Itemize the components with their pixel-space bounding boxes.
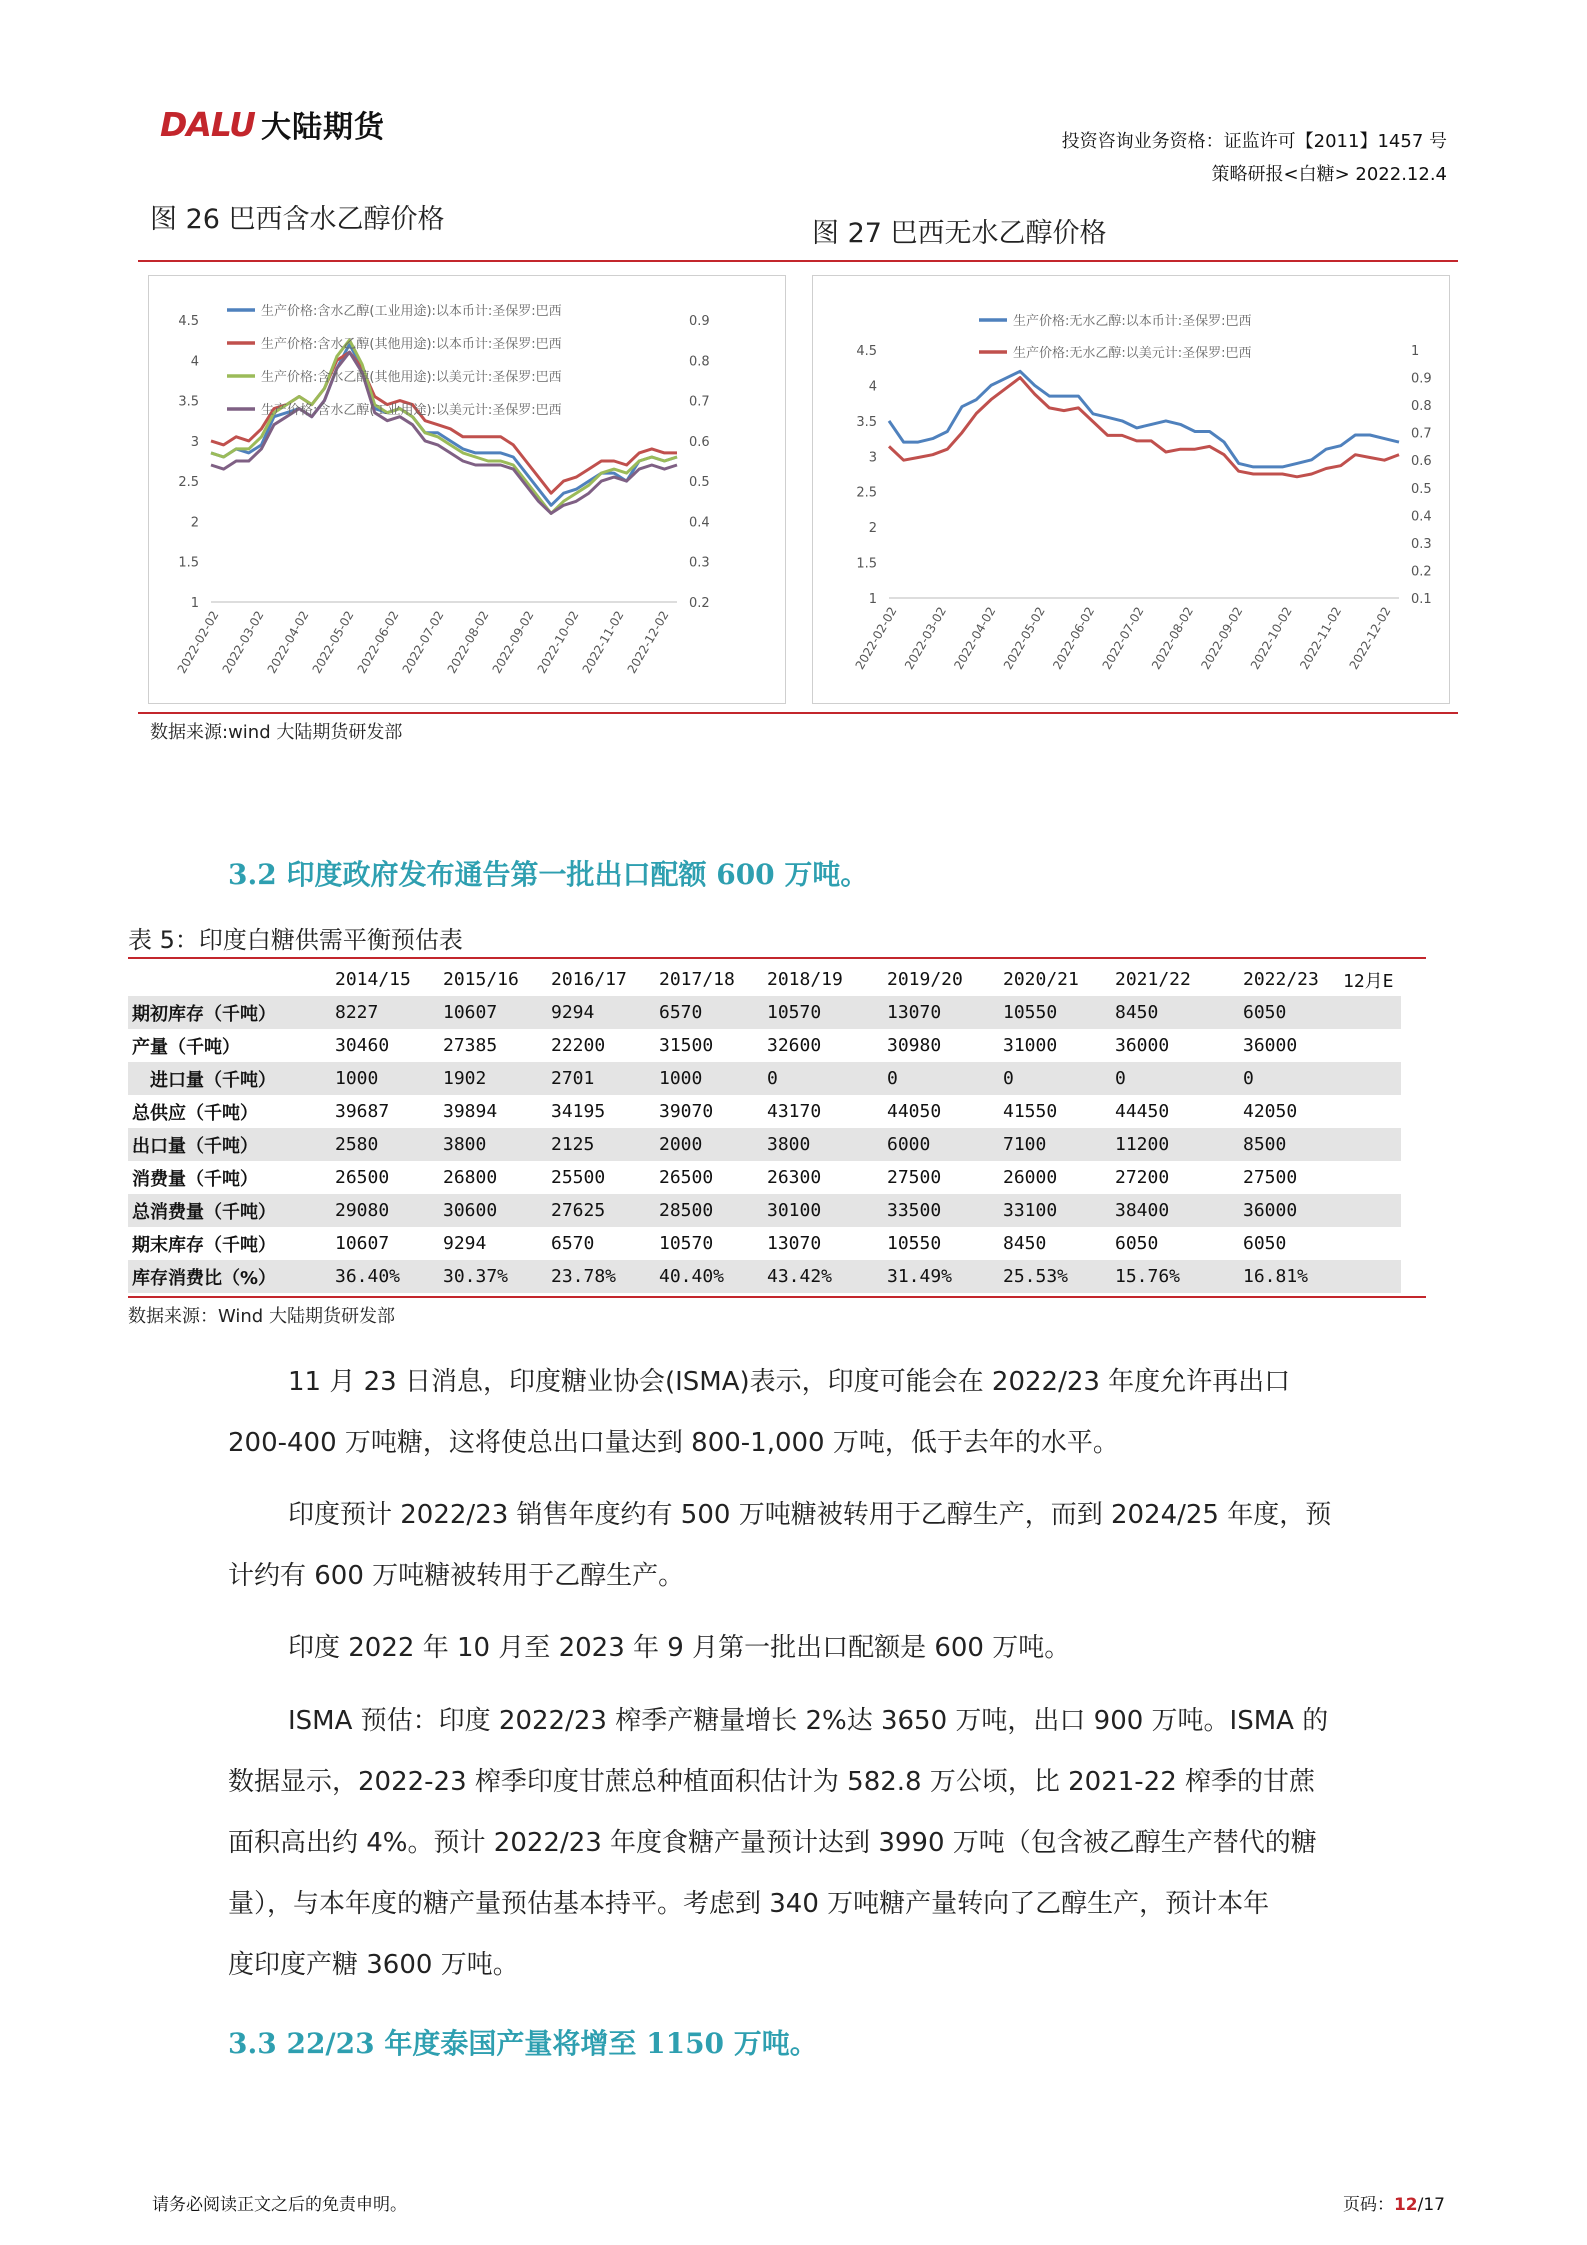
row-label: 消费量（千吨） (132, 1168, 258, 1190)
col-header: 2019/20 (887, 969, 963, 990)
figure26-svg (149, 276, 785, 703)
table-cell: 6050 (1243, 996, 1343, 1029)
y-tick-label: 1 (868, 592, 877, 607)
table-cell-blank (1343, 1128, 1401, 1161)
y2-tick-label: 0.6 (1411, 454, 1432, 470)
table-cell: 0 (887, 1062, 1003, 1095)
table-cell: 26000 (1003, 1167, 1058, 1188)
series-line (889, 371, 1399, 467)
table-cell: 6050 (1243, 1233, 1287, 1254)
y2-tick-label: 0.2 (689, 596, 710, 611)
table-cell: 8500 (1243, 1128, 1343, 1161)
y2-tick-label: 0.7 (689, 394, 710, 410)
legend-label: 生产价格:含水乙醇(其他用途):以美元计:圣保罗:巴西 (261, 370, 562, 385)
table-cell: 2580 (335, 1128, 443, 1161)
table-cell: 30.37% (443, 1260, 551, 1293)
x-tick-label: 2022-10-02 (534, 608, 582, 676)
y2-tick-label: 0.3 (689, 555, 710, 571)
table-cell: 43170 (767, 1101, 822, 1122)
figures-source: 数据来源:wind 大陆期货研发部 (150, 722, 403, 743)
table-cell: 25500 (551, 1167, 606, 1188)
table5-source: 数据来源：Wind 大陆期货研发部 (128, 1306, 395, 1327)
table-cell: 36.40% (335, 1260, 443, 1293)
table-row (128, 1095, 1401, 1128)
figure27-title: 图 27 巴西无水乙醇价格 (812, 218, 1107, 249)
table-cell: 31.49% (887, 1260, 1003, 1293)
table-cell: 10550 (887, 1233, 942, 1254)
table-cell: 31500 (659, 1035, 714, 1056)
table-cell: 32600 (767, 1035, 822, 1056)
x-tick-label: 2022-06-02 (1050, 604, 1098, 672)
y-tick-label: 4.5 (178, 314, 199, 329)
table-cell: 43.42% (767, 1260, 887, 1293)
paragraph-1-line-1: 11 月 23 日消息，印度糖业协会(ISMA)表示，印度可能会在 2022/23 年度允许再出口 (288, 1367, 1291, 1397)
table-cell: 7100 (1003, 1128, 1115, 1161)
paragraph-2-line-1: 印度预计 2022/23 销售年度约有 500 万吨糖被转用于乙醇生产，而到 2024/25 年度，预 (288, 1500, 1332, 1530)
figure-bottom-rule (138, 712, 1458, 714)
table-cell: 11200 (1115, 1128, 1243, 1161)
row-label: 产量（千吨） (132, 1036, 240, 1058)
table-cell: 27385 (443, 1035, 498, 1056)
legend-label: 生产价格:无水乙醇:以美元计:圣保罗:巴西 (1013, 346, 1252, 361)
y-tick-label: 2.5 (856, 485, 877, 501)
table-row (128, 1029, 1401, 1062)
row-label: 库存消费比（%） (128, 1260, 335, 1293)
table-cell: 27500 (1243, 1167, 1298, 1188)
table-row (128, 996, 1401, 1029)
page-label: 页码： (1342, 2195, 1394, 2215)
col-header: 2017/18 (659, 969, 735, 990)
table5 (128, 963, 1401, 1293)
logo-mark: DALU (160, 104, 255, 144)
table-cell: 22200 (551, 1035, 606, 1056)
table-cell: 29080 (335, 1194, 443, 1227)
paragraph-2-line-2: 计约有 600 万吨糖被转用于乙醇生产。 (228, 1561, 685, 1591)
y2-tick-label: 0.5 (689, 475, 710, 491)
x-tick-label: 2022-07-02 (1099, 604, 1147, 672)
table-cell: 30980 (887, 1035, 942, 1056)
figure26-chart (148, 275, 786, 704)
table-row (128, 1128, 1401, 1161)
x-tick-label: 2022-07-02 (399, 608, 447, 676)
table-cell: 10607 (335, 1233, 390, 1254)
paragraph-4-line-4: 量），与本年度的糖产量预估基本持平。考虑到 340 万吨糖产量转向了乙醇生产，预计本年 (228, 1889, 1270, 1919)
table-cell: 36000 (1243, 1035, 1298, 1056)
table-top-rule (128, 957, 1426, 959)
row-label: 出口量（千吨） (128, 1128, 335, 1161)
table-cell: 2701 (551, 1062, 659, 1095)
table-cell-blank (1343, 1227, 1401, 1260)
y2-tick-label: 0.9 (1411, 371, 1432, 387)
legend-label: 生产价格:含水乙醇(工业用途):以美元计:圣保罗:巴西 (261, 403, 562, 418)
table-cell-blank (1343, 1029, 1401, 1062)
y-tick-label: 1.5 (178, 555, 199, 571)
page-current: 12 (1393, 2195, 1418, 2215)
table-cell: 34195 (551, 1101, 606, 1122)
table-bottom-rule (128, 1296, 1426, 1298)
table-cell-blank (1343, 1161, 1401, 1194)
x-tick-label: 2022-11-02 (579, 608, 627, 676)
table-cell: 1000 (659, 1062, 767, 1095)
y2-tick-label: 0.8 (689, 354, 710, 370)
table-row (128, 1194, 1401, 1227)
figure26-title: 图 26 巴西含水乙醇价格 (150, 204, 445, 235)
page-total: /17 (1417, 2195, 1445, 2215)
table-cell: 39687 (335, 1101, 390, 1122)
table-cell: 3800 (443, 1128, 551, 1161)
table-cell: 10550 (1003, 996, 1115, 1029)
table-cell: 26300 (767, 1167, 822, 1188)
table-header-blank (128, 963, 335, 996)
y2-tick-label: 0.8 (1411, 399, 1432, 415)
report-type-text: 策略研报<白糖> 2022.12.4 (1211, 164, 1447, 185)
x-tick-label: 2022-12-02 (624, 608, 672, 676)
col-header: 2021/22 (1115, 969, 1191, 990)
table-cell: 8227 (335, 996, 443, 1029)
table-cell: 6000 (887, 1128, 1003, 1161)
y2-tick-label: 0.4 (689, 515, 710, 531)
table-cell: 0 (1115, 1062, 1243, 1095)
x-tick-label: 2022-02-02 (852, 604, 900, 672)
supply-demand-table (128, 963, 1401, 1293)
table-cell: 6570 (659, 996, 767, 1029)
col-header: 2020/21 (1003, 969, 1079, 990)
table-cell: 9294 (443, 1233, 487, 1254)
table-cell: 33500 (887, 1194, 1003, 1227)
series-line (211, 344, 677, 505)
y-tick-label: 3 (868, 450, 877, 466)
paragraph-4-line-3: 面积高出约 4%。预计 2022/23 年度食糖产量预计达到 3990 万吨（包含被乙醇生产替代的糖 (228, 1828, 1317, 1858)
col-header: 2016/17 (551, 969, 627, 990)
col-header: 2014/15 (335, 969, 411, 990)
x-tick-label: 2022-04-02 (264, 608, 312, 676)
x-tick-label: 2022-05-02 (1000, 604, 1048, 672)
paragraph-4-line-2: 数据显示，2022-23 榨季印度甘蔗总种植面积估计为 582.8 万公顷，比 2021-22 榨季的甘蔗 (228, 1767, 1316, 1797)
footer-disclaimer: 请务必阅读正文之后的免责申明。 (152, 2195, 407, 2215)
table-cell: 2000 (659, 1128, 767, 1161)
y-tick-label: 2.5 (178, 475, 199, 491)
table-cell: 6570 (551, 1233, 595, 1254)
y-tick-label: 4 (868, 379, 877, 395)
y-tick-label: 4.5 (856, 344, 877, 359)
table-cell: 44050 (887, 1101, 942, 1122)
section-3-2-title: 3.2 印度政府发布通告第一批出口配额 600 万吨。 (228, 858, 869, 891)
table-cell-blank (1343, 1095, 1401, 1128)
figure27-svg (813, 276, 1449, 703)
qualification-text: 投资咨询业务资格：证监许可【2011】1457 号 (1061, 131, 1447, 152)
y2-tick-label: 0.5 (1411, 481, 1432, 497)
x-tick-label: 2022-05-02 (309, 608, 357, 676)
table-cell: 2125 (551, 1128, 659, 1161)
section-3-3-title: 3.3 22/23 年度泰国产量将增至 1150 万吨。 (228, 2027, 818, 2060)
col-header: 2022/23 (1243, 969, 1319, 990)
table-cell: 1000 (335, 1062, 443, 1095)
row-label: 期末库存（千吨） (132, 1234, 276, 1256)
y-tick-label: 3 (190, 434, 199, 450)
y-tick-label: 1.5 (856, 556, 877, 572)
table-cell: 13070 (887, 996, 1003, 1029)
table-cell-blank (1343, 1260, 1401, 1293)
table-cell-blank (1343, 996, 1401, 1029)
table-cell: 1902 (443, 1062, 551, 1095)
table-cell: 6050 (1115, 1233, 1159, 1254)
table-cell: 33100 (1003, 1194, 1115, 1227)
table-row (128, 1227, 1401, 1260)
x-tick-label: 2022-11-02 (1297, 604, 1345, 672)
table-row (128, 1260, 1401, 1293)
paragraph-4-line-5: 度印度产糖 3600 万吨。 (228, 1950, 519, 1980)
table-header-row (128, 963, 1401, 996)
page-indicator (1343, 2190, 1445, 2215)
legend-label: 生产价格:无水乙醇:以本币计:圣保罗:巴西 (1013, 314, 1252, 329)
row-label: 进口量（千吨） (128, 1062, 335, 1095)
table-cell: 0 (1003, 1062, 1115, 1095)
legend-label: 生产价格:含水乙醇(其他用途):以本币计:圣保罗:巴西 (261, 337, 562, 352)
table-cell: 30460 (335, 1035, 390, 1056)
x-tick-label: 2022-04-02 (951, 604, 999, 672)
table-row (128, 1062, 1401, 1095)
paragraph-4-line-1: ISMA 预估：印度 2022/23 榨季产糖量增长 2%达 3650 万吨，出口 900 万吨。ISMA 的 (288, 1706, 1329, 1736)
x-tick-label: 2022-08-02 (1148, 604, 1196, 672)
table-cell: 27500 (887, 1167, 942, 1188)
table-cell: 9294 (551, 996, 659, 1029)
y2-tick-label: 0.4 (1411, 509, 1432, 525)
x-tick-label: 2022-06-02 (354, 608, 402, 676)
table-cell: 15.76% (1115, 1260, 1243, 1293)
y2-tick-label: 0.2 (1411, 564, 1432, 580)
col-header: 2015/16 (443, 969, 519, 990)
table-cell: 36000 (1243, 1194, 1343, 1227)
table-cell: 39894 (443, 1101, 498, 1122)
col-header: 12月E (1343, 970, 1394, 992)
table-cell: 10570 (659, 1233, 714, 1254)
y2-tick-label: 0.7 (1411, 426, 1432, 442)
y-tick-label: 3.5 (856, 414, 877, 430)
table-cell: 42050 (1243, 1101, 1298, 1122)
table-cell-blank (1343, 1194, 1401, 1227)
table-cell: 30600 (443, 1194, 551, 1227)
y2-tick-label: 0.1 (1411, 592, 1432, 607)
legend-label: 生产价格:含水乙醇(工业用途):以本币计:圣保罗:巴西 (261, 304, 562, 319)
paragraph-1-line-2: 200-400 万吨糖，这将使总出口量达到 800-1,000 万吨，低于去年的水平。 (228, 1428, 1119, 1458)
table-cell: 10607 (443, 996, 551, 1029)
logo-text: 大陆期货 (260, 110, 385, 145)
y-tick-label: 2 (190, 515, 199, 531)
table-cell: 3800 (767, 1128, 887, 1161)
table-cell: 36000 (1115, 1035, 1170, 1056)
table-cell: 26500 (659, 1167, 714, 1188)
paragraph-3-line-1: 印度 2022 年 10 月至 2023 年 9 月第一批出口配额是 600 万吨。 (288, 1633, 1071, 1663)
table-cell: 0 (1243, 1062, 1343, 1095)
x-tick-label: 2022-09-02 (489, 608, 537, 676)
row-label: 总供应（千吨） (132, 1102, 258, 1124)
y2-tick-label: 0.3 (1411, 536, 1432, 552)
table-cell: 38400 (1115, 1194, 1243, 1227)
table-cell: 10570 (767, 996, 887, 1029)
row-label: 期初库存（千吨） (128, 996, 335, 1029)
table-cell: 26500 (335, 1167, 390, 1188)
table-cell: 25.53% (1003, 1260, 1115, 1293)
table-cell: 41550 (1003, 1101, 1058, 1122)
table-row (128, 1161, 1401, 1194)
figure-top-rule (138, 260, 1458, 262)
table-cell: 0 (767, 1062, 887, 1095)
table5-caption: 表 5：印度白糖供需平衡预估表 (128, 926, 463, 954)
y-tick-label: 3.5 (178, 394, 199, 410)
table-cell: 8450 (1115, 996, 1243, 1029)
table-cell: 39070 (659, 1101, 714, 1122)
x-tick-label: 2022-09-02 (1198, 604, 1246, 672)
figure27-chart (812, 275, 1450, 704)
y2-tick-label: 0.6 (689, 434, 710, 450)
col-header: 2018/19 (767, 969, 843, 990)
company-logo (160, 104, 385, 144)
table-cell: 27625 (551, 1194, 659, 1227)
table-cell: 27200 (1115, 1167, 1170, 1188)
x-tick-label: 2022-03-02 (219, 608, 267, 676)
x-tick-label: 2022-02-02 (174, 608, 222, 676)
table-cell: 31000 (1003, 1035, 1058, 1056)
table-cell: 23.78% (551, 1260, 659, 1293)
y-tick-label: 4 (190, 354, 199, 370)
table-cell-blank (1343, 1062, 1401, 1095)
x-tick-label: 2022-08-02 (444, 608, 492, 676)
row-label: 总消费量（千吨） (128, 1194, 335, 1227)
table-cell: 44450 (1115, 1101, 1170, 1122)
table-cell: 26800 (443, 1167, 498, 1188)
table-cell: 40.40% (659, 1260, 767, 1293)
y2-tick-label: 1 (1411, 344, 1420, 359)
x-tick-label: 2022-10-02 (1247, 604, 1295, 672)
table-cell: 16.81% (1243, 1260, 1343, 1293)
y-tick-label: 1 (190, 596, 199, 611)
x-tick-label: 2022-03-02 (901, 604, 949, 672)
x-tick-label: 2022-12-02 (1346, 604, 1394, 672)
y-tick-label: 2 (868, 521, 877, 537)
table-cell: 8450 (1003, 1233, 1047, 1254)
y2-tick-label: 0.9 (689, 314, 710, 329)
table-cell: 28500 (659, 1194, 767, 1227)
table-cell: 13070 (767, 1233, 822, 1254)
table-cell: 30100 (767, 1194, 887, 1227)
